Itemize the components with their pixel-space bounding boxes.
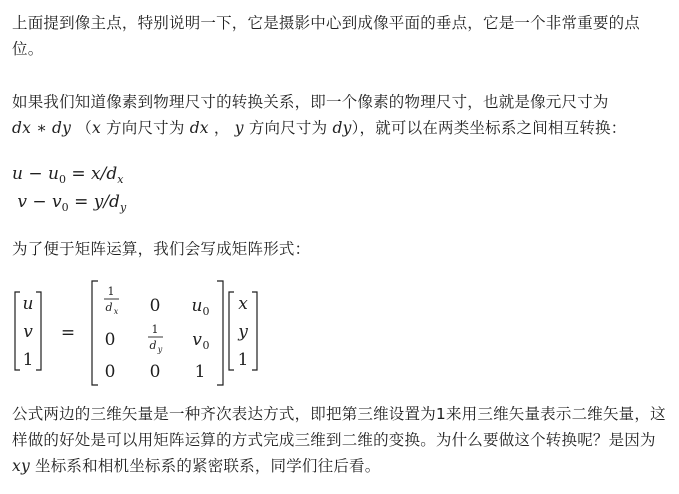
m13-sub: 0 [202, 305, 210, 318]
math-dx: dx [189, 119, 209, 137]
paragraph-matrix-intro [12, 236, 310, 262]
lhs-u: u [22, 294, 34, 314]
m11-numerator: 1 [107, 285, 115, 298]
matrix-left-bracket [92, 281, 98, 385]
m22-denominator: d [149, 339, 157, 352]
eq2-lhs-sub: 0 [61, 201, 69, 214]
m21: 0 [104, 330, 116, 350]
comma: ， [208, 119, 235, 137]
m23-sub: 0 [202, 339, 210, 352]
paragraph-text: 上面提到像主点，特别说明一下，它是摄影中心到成像平面的垂点，它是一个非常重要的点位。 [12, 14, 641, 58]
paren-open: （ [71, 119, 92, 137]
equation-u [12, 160, 126, 188]
eq1-lhs-sub: 0 [58, 173, 66, 186]
m31: 0 [104, 362, 116, 382]
m22-numerator: 1 [151, 323, 159, 336]
math-xy: xy [12, 457, 30, 475]
m13: u [191, 296, 203, 316]
math-y: y [234, 119, 244, 137]
eq1-rhs-sub: x [117, 173, 124, 186]
conversion-equations [12, 160, 126, 216]
eq2-rhs: = y/d [68, 192, 120, 212]
m33: 1 [194, 362, 206, 382]
paragraph-text: 为了便于矩阵运算，我们会写成矩阵形式： [12, 240, 311, 258]
paragraph-text-pre: 公式两边的三维矢量是一种齐次表达方式，即把第三维设置为1来用三维矢量表示二维矢量，这样做的好处是可以用矩阵运算的方式完成三维到二维的变换。为什么要做这个转换呢？是因为 [12, 405, 666, 449]
paragraph-text-post: 坐标系和相机坐标系的紧密联系，同学们往后看。 [29, 457, 381, 475]
eq2-rhs-sub: y [119, 201, 127, 214]
eq1-lhs: u − u [12, 164, 59, 184]
math-x: x [91, 119, 101, 137]
m11-denominator: d [105, 301, 113, 314]
rhs-right-bracket [252, 292, 257, 370]
lhs-v: v [23, 322, 33, 342]
rhs-1: 1 [237, 350, 249, 370]
lhs-1: 1 [22, 350, 34, 370]
m12: 0 [149, 296, 161, 316]
eq1-rhs: = x/d [65, 164, 118, 184]
matrix-right-bracket [217, 281, 223, 385]
paragraph-principal-point [12, 10, 668, 62]
equation-v [12, 188, 126, 216]
equals-sign: = [60, 323, 76, 343]
lhs-left-bracket [15, 292, 20, 370]
rhs-x: x [238, 294, 248, 314]
m22-denominator-sub: y [157, 345, 163, 354]
eq2-lhs: v − v [17, 192, 62, 212]
paragraph-pixel-size [12, 89, 668, 141]
math-dx-dy: dx ∗ dy [12, 119, 72, 137]
lhs-right-bracket [36, 292, 41, 370]
m11-denominator-sub: x [113, 307, 119, 316]
paragraph-homogeneous [12, 401, 668, 479]
paragraph-text-pre: 如果我们知道像素到物理尺寸的转换关系，即一个像素的物理尺寸，也就是像元尺寸为 [12, 93, 609, 111]
text-direction-size-2: 方向尺寸为 [243, 119, 333, 137]
matrix-equation [12, 278, 312, 388]
m23: v [192, 330, 202, 350]
m32: 0 [149, 362, 161, 382]
matrix-equation-svg [12, 278, 312, 388]
rhs-y: y [238, 322, 248, 342]
rhs-left-bracket [229, 292, 234, 370]
text-direction-size-1: 方向尺寸为 [100, 119, 190, 137]
math-dy: dy [332, 119, 352, 137]
paragraph-text-post: ），就可以在两类坐标系之间相互转换： [351, 119, 627, 137]
